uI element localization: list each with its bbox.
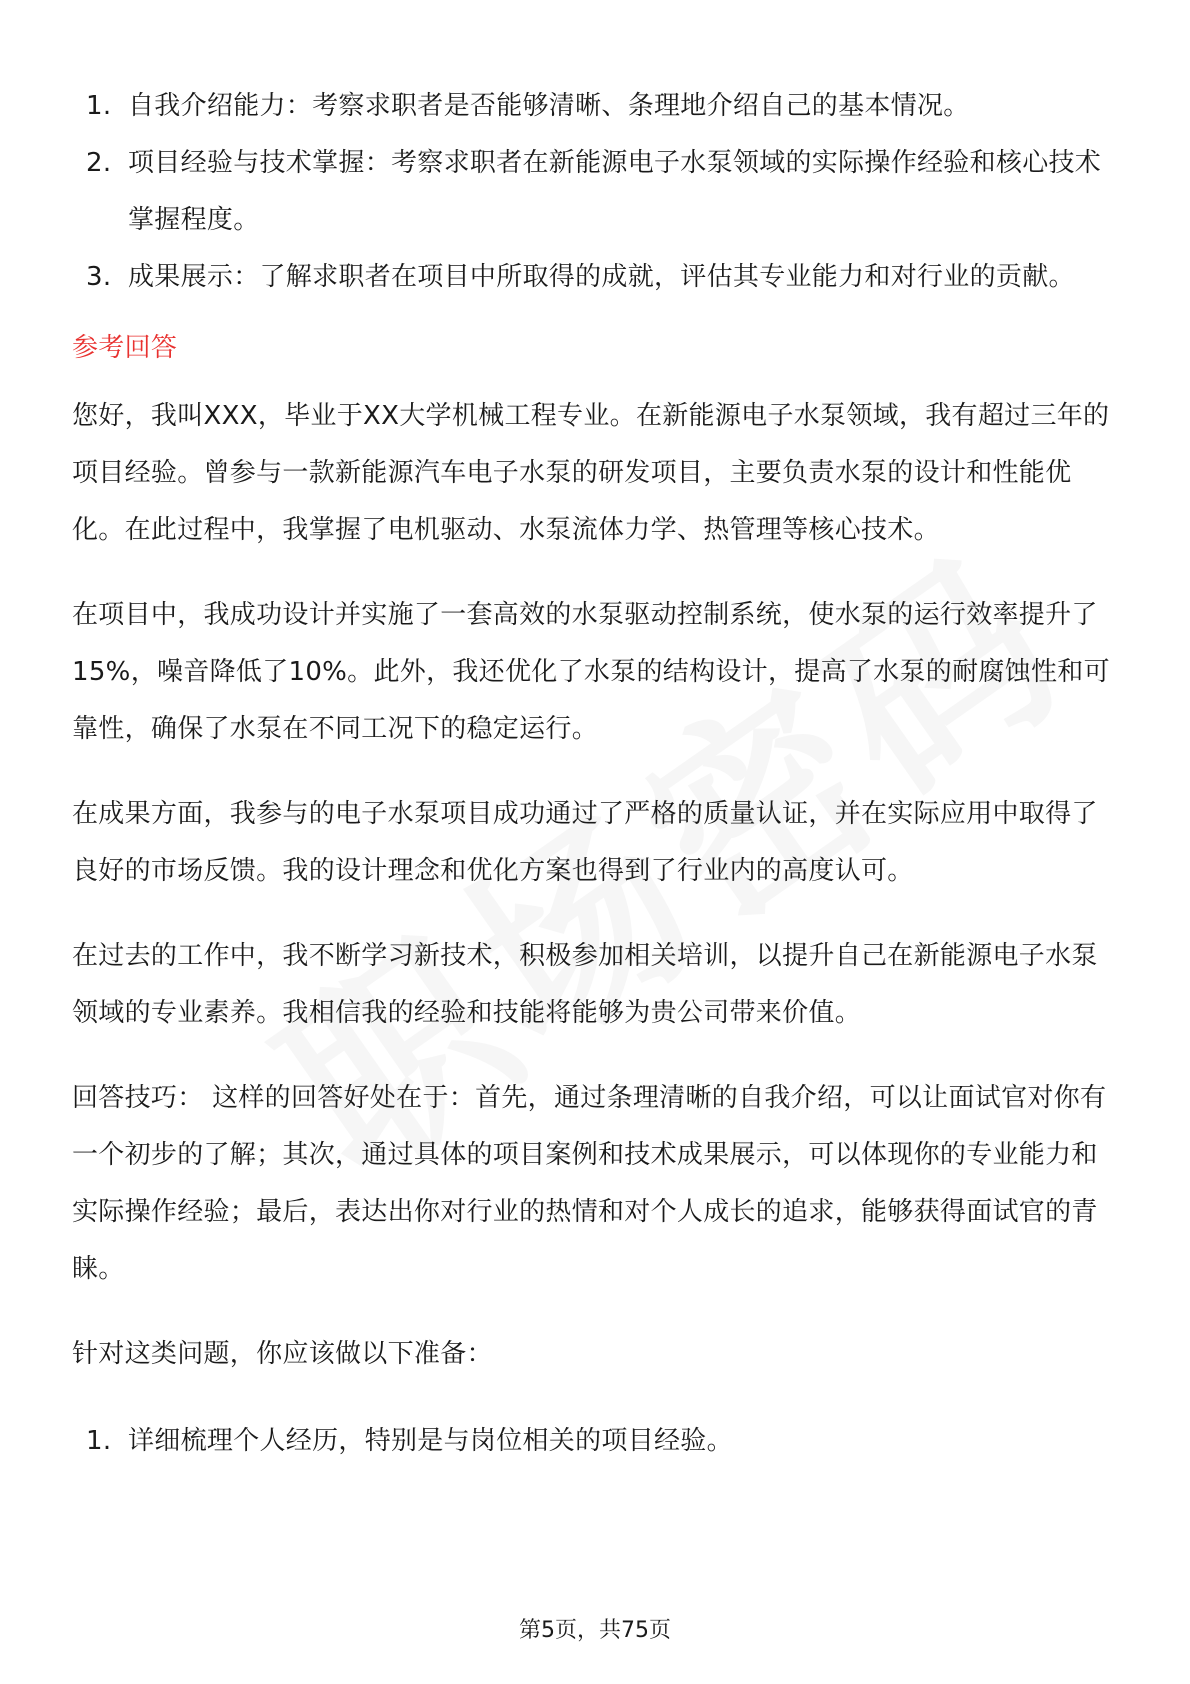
list-number: 1. <box>86 91 112 121</box>
list-item-text: 详细梳理个人经历，特别是与岗位相关的项目经验。 <box>128 1426 733 1456</box>
page-content <box>72 78 1122 1470</box>
paragraph: 在成果方面，我参与的电子水泵项目成功通过了严格的质量认证，并在实际应用中取得了良好的市场反馈。我的设计理念和优化方案也得到了行业内的高度认可。 <box>72 799 1098 886</box>
list-item-text: 成果展示：了解求职者在项目中所取得的成就，评估其专业能力和对行业的贡献。 <box>128 262 1075 292</box>
list-number: 2. <box>86 148 112 178</box>
list-item-text: 项目经验与技术掌握：考察求职者在新能源电子水泵领域的实际操作经验和核心技术掌握程度。 <box>128 148 1102 235</box>
preparation-list <box>72 1413 1122 1470</box>
list-item-text: 自我介绍能力：考察求职者是否能够清晰、条理地介绍自己的基本情况。 <box>128 91 970 121</box>
paragraph: 针对这类问题，你应该做以下准备： <box>72 1339 493 1369</box>
page-number-footer: 第5页，共75页 <box>519 1618 671 1643</box>
paragraph: 在过去的工作中，我不断学习新技术，积极参加相关培训，以提升自己在新能源电子水泵领域的专业素养。我相信我的经验和技能将能够为贵公司带来价值。 <box>72 941 1098 1028</box>
list-number: 1. <box>86 1426 112 1456</box>
section-title: 参考回答 <box>72 333 178 363</box>
paragraph: 在项目中，我成功设计并实施了一套高效的水泵驱动控制系统，使水泵的运行效率提升了15%，噪音降低了10%。此外，我还优化了水泵的结构设计，提高了水泵的耐腐蚀性和可靠性，确保了水泵在不同工况下的稳定运行。 <box>72 600 1110 744</box>
list-number: 3. <box>86 262 112 292</box>
list-item <box>72 1413 1122 1470</box>
list-item <box>72 249 1122 306</box>
criteria-list <box>72 78 1122 306</box>
paragraph: 您好，我叫XXX，毕业于XX大学机械工程专业。在新能源电子水泵领域，我有超过三年的项目经验。曾参与一款新能源汽车电子水泵的研发项目，主要负责水泵的设计和性能优化。在此过程中，我掌握了电机驱动、水泵流体力学、热管理等核心技术。 <box>72 401 1110 545</box>
list-item <box>72 135 1122 249</box>
list-item <box>72 78 1122 135</box>
paragraph: 回答技巧： 这样的回答好处在于：首先，通过条理清晰的自我介绍，可以让面试官对你有一个初步的了解；其次，通过具体的项目案例和技术成果展示，可以体现你的专业能力和实际操作经验；最后，表达出你对行业的热情和对个人成长的追求，能够获得面试官的青睐。 <box>72 1083 1107 1284</box>
